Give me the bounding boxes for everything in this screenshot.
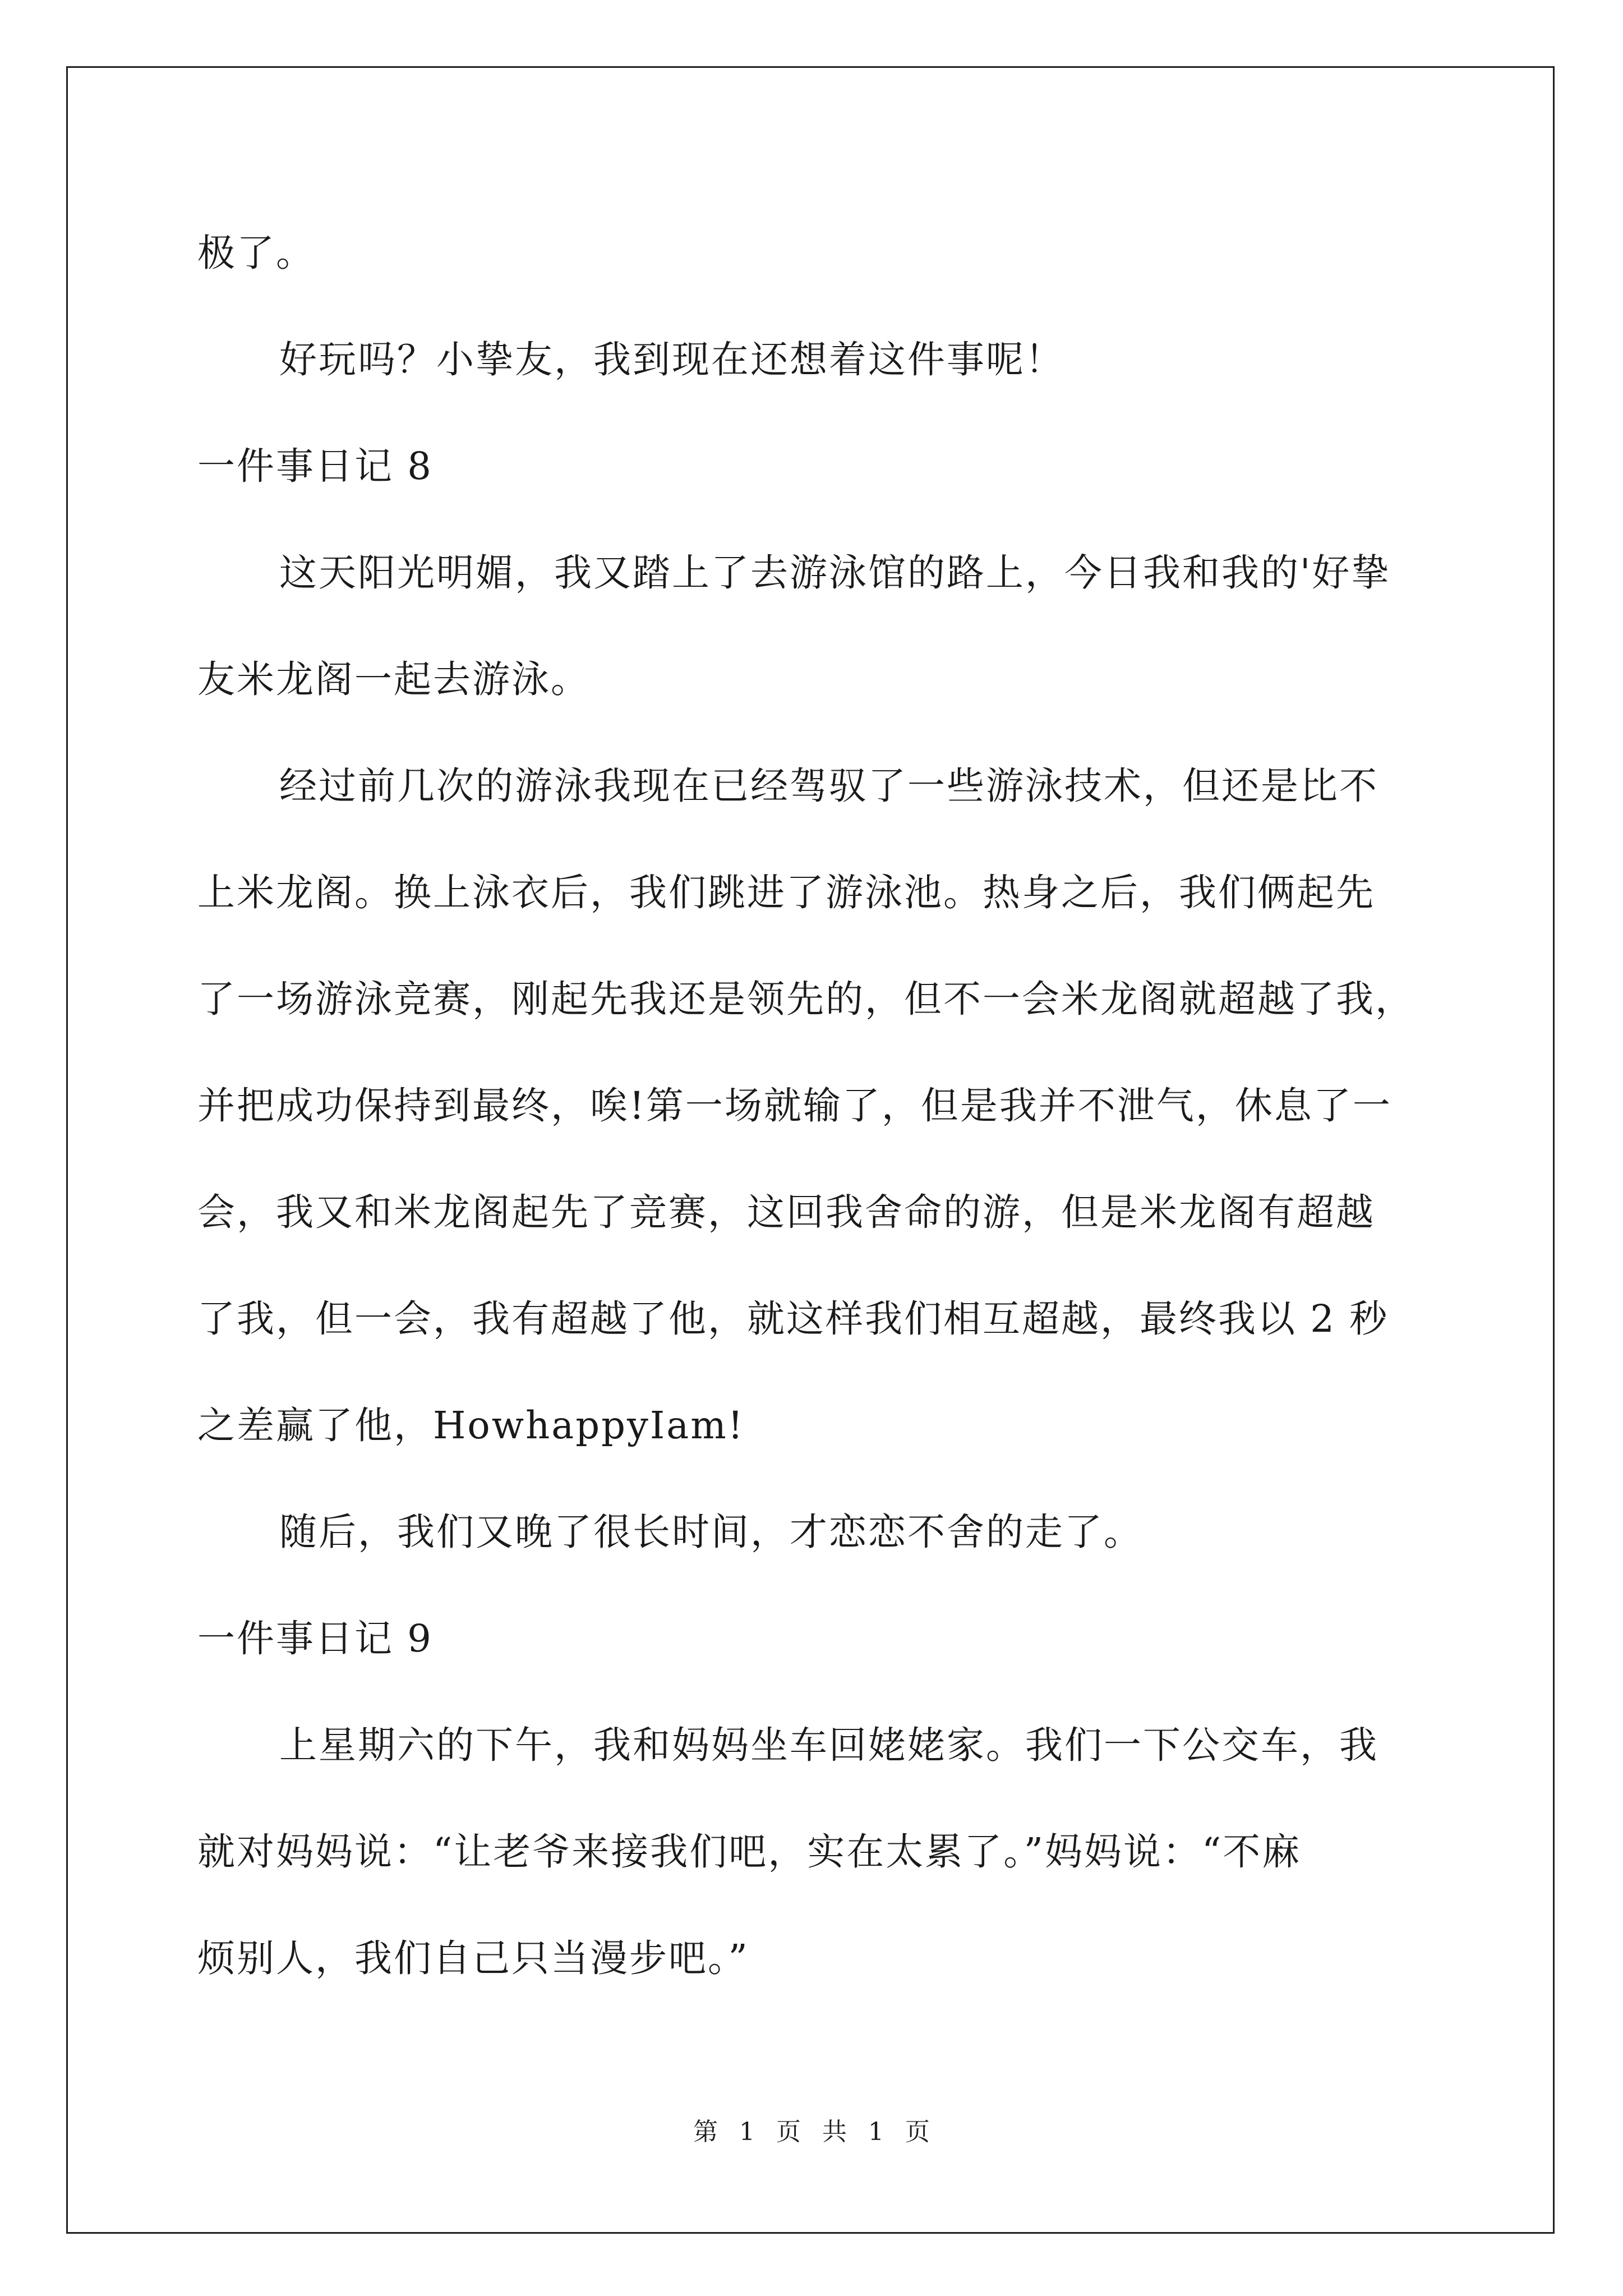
text-line: 并把成功保持到最终，唉!第一场就输了，但是我并不泄气，休息了一 xyxy=(197,1084,1392,1128)
text-line: 之差赢了他，HowhappyIam! xyxy=(197,1404,745,1447)
text-line: 随后，我们又晚了很长时间，才恋恋不舍的走了。 xyxy=(279,1510,1143,1554)
text-line: 烦别人，我们自己只当漫步吧。” xyxy=(197,1936,749,1980)
section-heading: 一件事日记 8 xyxy=(197,444,433,488)
text-line: 了一场游泳竞赛，刚起先我还是领先的，但不一会米龙阁就超越了我， xyxy=(197,977,1414,1021)
text-line: 友米龙阁一起去游泳。 xyxy=(197,657,590,701)
text-line: 这天阳光明媚，我又踏上了去游泳馆的路上，今日我和我的'好挚 xyxy=(279,551,1391,595)
text-line: 极了。 xyxy=(197,231,315,275)
text-line: 上星期六的下午，我和妈妈坐车回姥姥家。我们一下公交车，我 xyxy=(279,1723,1378,1767)
document-body xyxy=(197,211,1487,2023)
text-line: 就对妈妈说：“让老爷来接我们吧，实在太累了。”妈妈说：“不麻 xyxy=(197,1830,1302,1874)
text-line: 好玩吗？小挚友，我到现在还想着这件事呢！ xyxy=(279,338,1064,381)
section-heading: 一件事日记 9 xyxy=(197,1617,433,1660)
text-line: 上米龙阁。换上泳衣后，我们跳进了游泳池。热身之后，我们俩起先 xyxy=(197,871,1375,914)
text-line: 了我，但一会，我有超越了他，就这样我们相互超越，最终我以 2 秒 xyxy=(197,1297,1389,1341)
text-line: 经过前几次的游泳我现在已经驾驭了一些游泳技术，但还是比不 xyxy=(279,764,1378,808)
text-line: 会，我又和米龙阁起先了竞赛，这回我舍命的游，但是米龙阁有超越 xyxy=(197,1190,1375,1234)
page-number-footer: 第 1 页 共 1 页 xyxy=(693,2118,930,2146)
